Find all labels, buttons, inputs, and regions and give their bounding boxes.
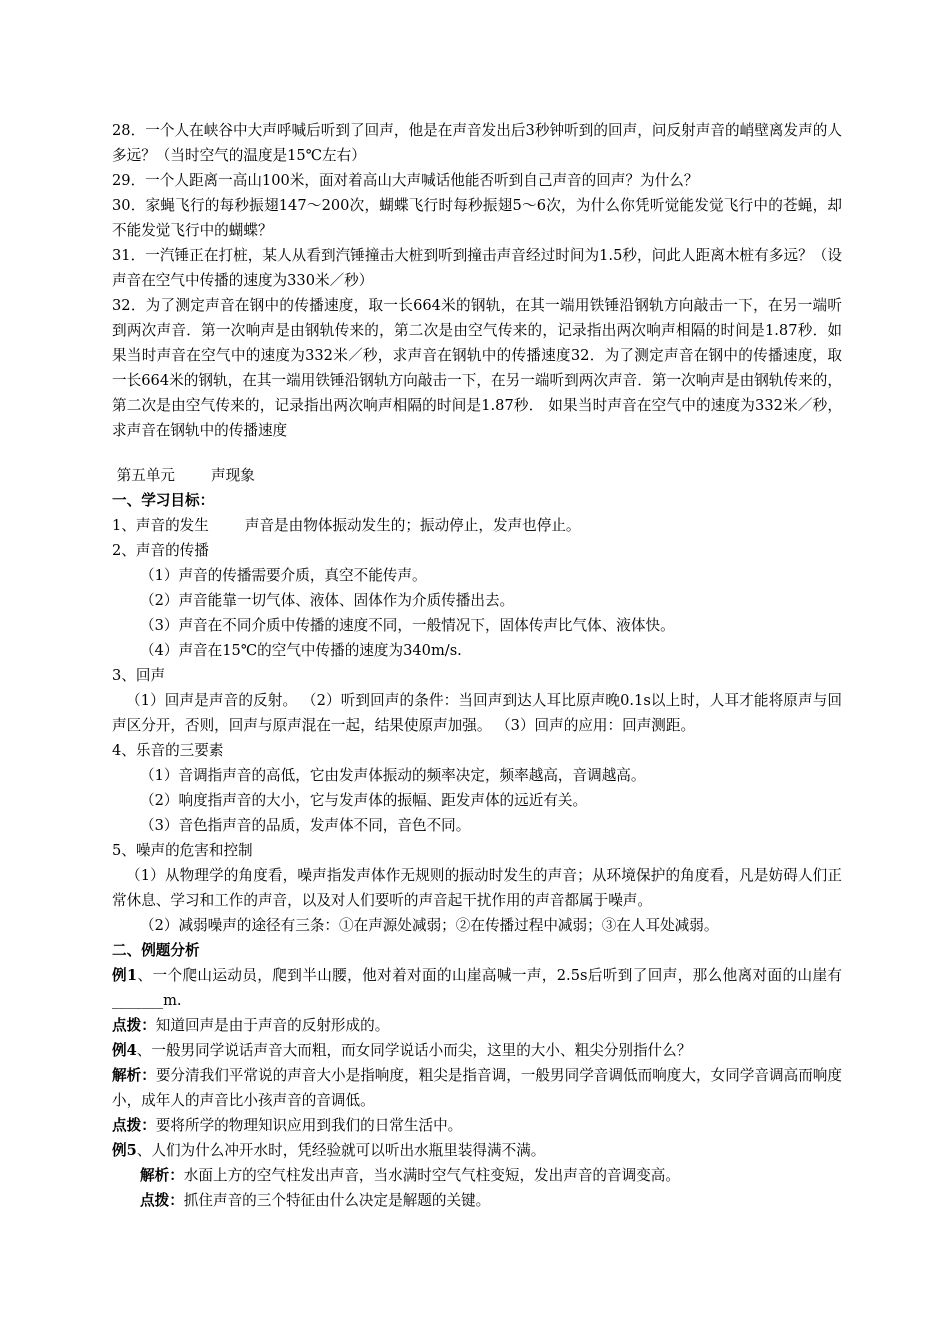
document-page [112, 118, 842, 1213]
example-1-label: 例1 [112, 967, 138, 984]
example-4-tip [112, 1113, 842, 1138]
example-1-tip [112, 1013, 842, 1038]
tip-label: 点拨： [112, 1017, 156, 1034]
unit-label: 第五单元 [116, 467, 176, 484]
example-5 [112, 1138, 842, 1163]
question-30: 30．家蝇飞行的每秒振翅147～200次，蝴蝶飞行时每秒振翅5～6次，为什么你凭听觉能发觉飞行中的苍蝇，却不能发觉飞行中的蝴蝶？ [112, 197, 842, 239]
unit-name: 声现象 [211, 467, 255, 484]
tip-label: 点拨： [112, 1117, 156, 1134]
topic-2-heading: 2、声音的传播 [112, 542, 209, 559]
topic-3-heading: 3、回声 [112, 667, 166, 684]
unit-title [112, 463, 842, 488]
question-31: 31．一汽锤正在打桩，某人从看到汽锤撞击大桩到听到撞击声音经过时间为1.5秒，问此人距离木桩有多远？（设声音在空气中传播的速度为330米／秒） [112, 247, 842, 289]
tip-text: 要将所学的物理知识应用到我们的日常生活中。 [155, 1117, 463, 1134]
example-5-text: 、人们为什么冲开水时，凭经验就可以听出水瓶里装得满不满。 [136, 1142, 546, 1159]
topic-1-text: 声音是由物体振动发生的；振动停止，发声也停止。 [244, 517, 581, 534]
analysis-text: 要分清我们平常说的声音大小是指响度，粗尖是指音调，一般男同学音调低而响度大，女同学音调高而响度小，成年人的声音比小孩声音的音调低。 [112, 1067, 842, 1109]
analysis-label: 解析： [140, 1167, 184, 1184]
topic-4-heading: 4、乐音的三要素 [112, 742, 224, 759]
example-4-analysis [112, 1063, 842, 1113]
topic-4-item: （1）音调指声音的高低，它由发声体振动的频率决定，频率越高，音调越高。 [140, 767, 646, 784]
topic-2-item: （2）声音能靠一切气体、液体、固体作为介质传播出去。 [140, 592, 515, 609]
topic-5-text: （2）减弱噪声的途径有三条：①在声源处减弱；②在传播过程中减弱；③在人耳处减弱。 [140, 917, 719, 934]
topic-1 [112, 513, 842, 538]
tip-text: 抓住声音的三个特征由什么决定是解题的关键。 [183, 1192, 491, 1209]
topic-5-text: （1）从物理学的角度看，噪声指发声体作无规则的振动时发生的声音；从环境保护的角度看，凡是妨碍人们正常休息、学习和工作的声音，以及对人们要听的声音起干扰作用的声音都属于噪声。 [112, 867, 842, 909]
topic-2-item: （1）声音的传播需要介质，真空不能传声。 [140, 567, 427, 584]
question-29: 29．一个人距离一高山100米，面对着高山大声喊话他能否听到自己声音的回声？为什么？ [112, 172, 699, 189]
example-5-label: 例5 [112, 1142, 137, 1159]
topic-4-item: （3）音色指声音的品质，发声体不同，音色不同。 [140, 817, 471, 834]
topic-3-text: （1）回声是声音的反射。 （2）听到回声的条件：当回声到达人耳比原声晚0.1s以上时，人耳才能将原声与回声区分开，否则，回声与原声混在一起，结果使原声加强。 （3）回声的应用：回声测距。 [112, 692, 842, 734]
question-32: 32．为了测定声音在钢中的传播速度，取一长664米的钢轨，在其一端用铁锤沿钢轨方向敲击一下，在另一端听到两次声音．第一次响声是由钢轨传来的，第二次是由空气传来的，记录指出两次响声相隔的时间是1.87秒．如果当时声音在空气中的速度为332米／秒，求声音在钢轨中的传播速度32．为了测定声音在钢中的传播速度，取一长664米的钢轨，在其一端用铁锤沿钢轨方向敲击一下，在另一端听到两次声音．第一次响声是由钢轨传来的，第二次是由空气传来的，记录指出两次响声相隔的时间是1.87秒． 如果当时声音在空气中的速度为332米／秒，求声音在钢轨中的传播速度 [112, 297, 842, 439]
analysis-text: 水面上方的空气柱发出声音，当水满时空气气柱变短，发出声音的音调变高。 [183, 1167, 680, 1184]
tip-label: 点拨： [140, 1192, 184, 1209]
topic-5-heading: 5、噪声的危害和控制 [112, 842, 253, 859]
example-1 [112, 963, 842, 1013]
topic-2-item: （3）声音在不同介质中传播的速度不同，一般情况下，固体传声比气体、液体快。 [140, 617, 675, 634]
analysis-label: 解析： [112, 1067, 156, 1084]
section-1-title: 一、学习目标： [112, 492, 215, 509]
question-28: 28．一个人在峡谷中大声呼喊后听到了回声，他是在声音发出后3秒钟听到的回声，问反射声音的峭壁离发声的人多远？（当时空气的温度是15℃左右） [112, 122, 842, 164]
topic-4-item: （2）响度指声音的大小，它与发声体的振幅、距发声体的远近有关。 [140, 792, 588, 809]
example-1-text: 、一个爬山运动员，爬到半山腰，他对着对面的山崖高喊一声，2.5s后听到了回声，那么他离对面的山崖有_______m. [112, 967, 843, 1009]
topic-2-item: （4）声音在15℃的空气中传播的速度为340m/s. [140, 642, 462, 659]
example-4-label: 例4 [112, 1042, 137, 1059]
section-2-title: 二、例题分析 [112, 942, 200, 959]
example-4 [112, 1038, 842, 1063]
topic-1-heading: 1、声音的发生 [112, 517, 209, 534]
spacer [112, 443, 842, 463]
tip-text: 知道回声是由于声音的反射形成的。 [155, 1017, 390, 1034]
example-5-tip [112, 1188, 842, 1213]
example-5-analysis [112, 1163, 842, 1188]
example-4-text: 、一般男同学说话声音大而粗，而女同学说话小而尖，这里的大小、粗尖分别指什么？ [136, 1042, 692, 1059]
